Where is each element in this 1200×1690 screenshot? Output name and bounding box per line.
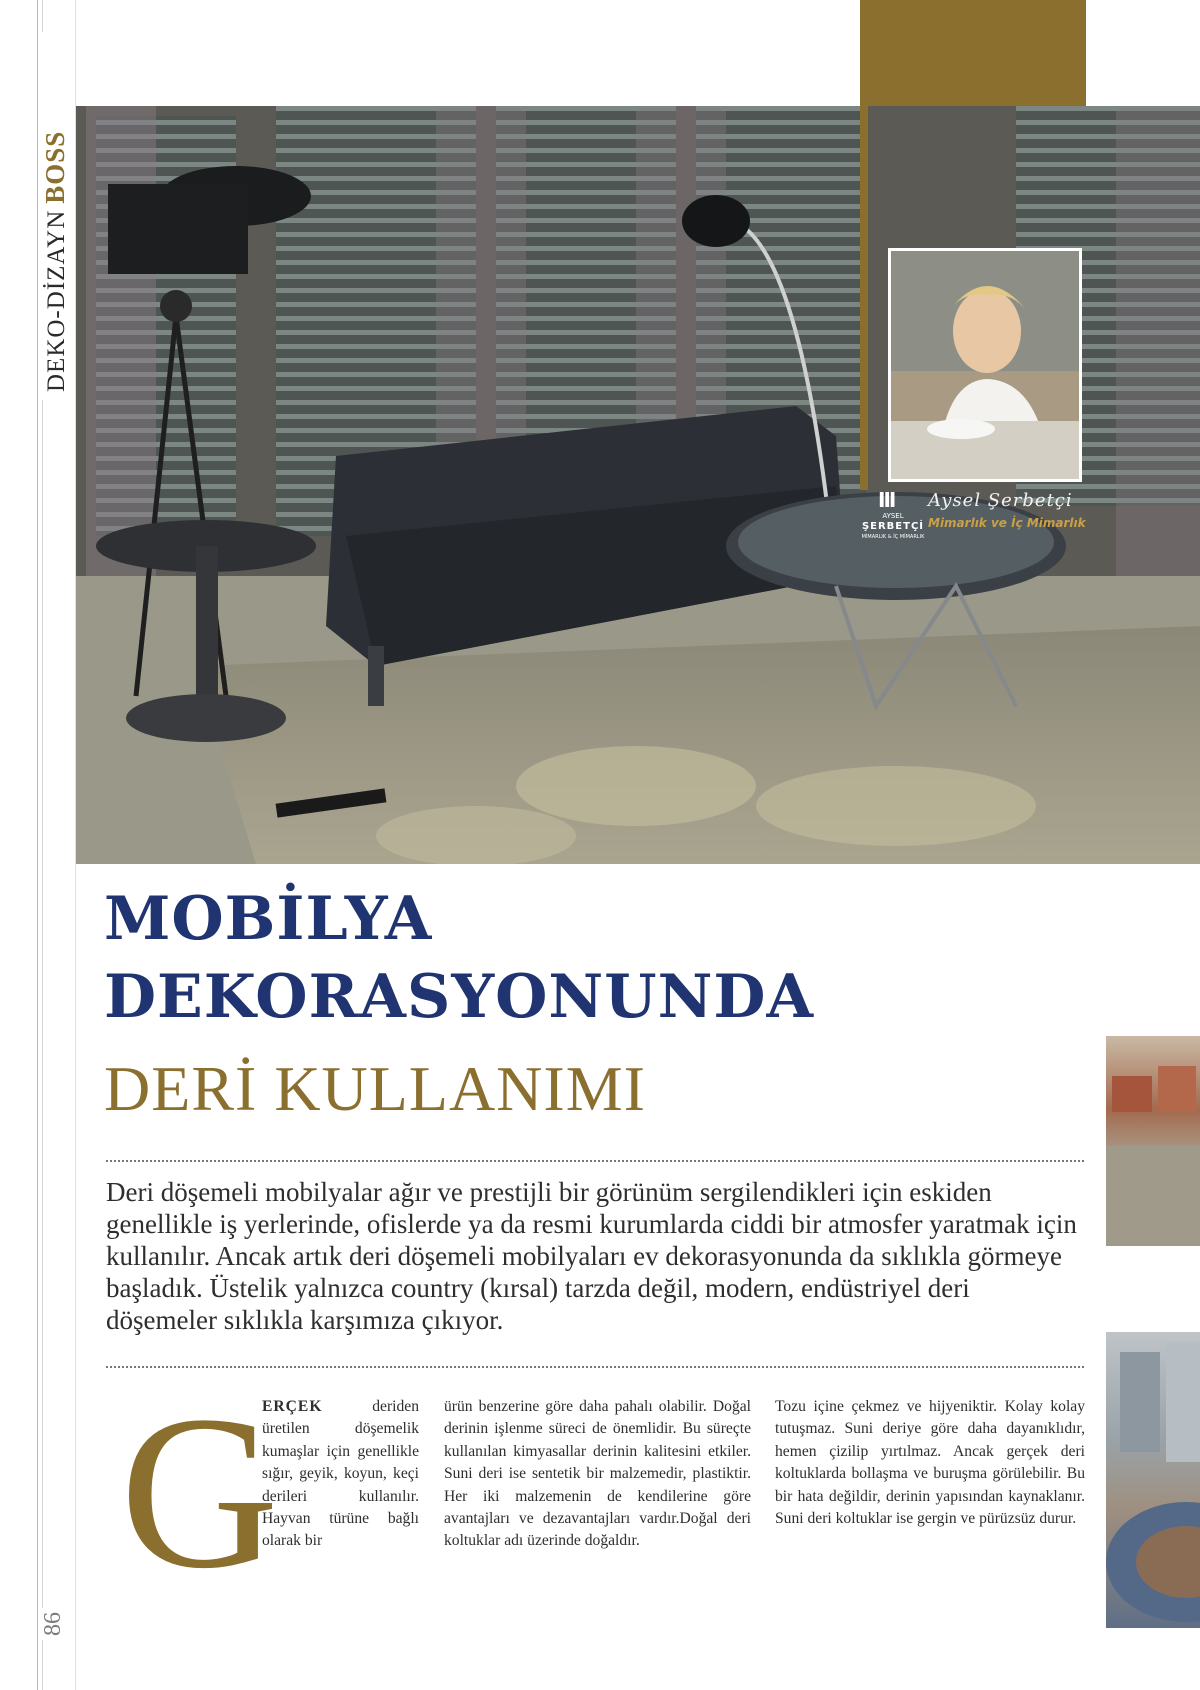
lead-word: ERÇEK [262, 1398, 323, 1415]
page-number: 86 [40, 1608, 67, 1640]
gold-band [860, 106, 868, 490]
margin-rule [37, 0, 38, 1690]
headline-line2: DEKORASYONUNDA [104, 962, 815, 1032]
body-column-3: Tozu içine çekmez ve hijyeniktir. Kolay kolay tutuşmaz. Suni deriye göre daha dayanıklıdır, hemen çizilip yırtılmaz. Ancak gerçek deri koltuklarda bollaşma ve buruşma görülebilir. Bu bir hata değildir, derinin yapısından kaynaklanır. Suni deri koltuklar ise gergin ve pürüzsüz durur. [775, 1398, 1085, 1528]
drop-cap: G [120, 1370, 279, 1614]
gold-band [860, 0, 1086, 106]
headline-subtitle: DERİ KULLANIMI [104, 1053, 646, 1124]
section-label [40, 32, 70, 400]
section-name: DEKO-DİZAYN [43, 209, 70, 392]
architect-credit [856, 488, 1096, 542]
body-column-2: ürün benzerine göre daha pahalı olabilir. Doğal derinin işlenme süreci de önemlidir. Bu süreçte kullanılan kimyasallar derinin kalitesini etkiler. Suni deri ise sentetik bir malzemedir, plastiktir. Her iki malzemenin de kendilerine göre avantajları ve dezavantajları vardır.Doğal deri koltuklar adı üzerinde doğaldır. [444, 1398, 751, 1550]
side-photo [1106, 1332, 1200, 1628]
intro-paragraph: Deri döşemeli mobilyalar ağır ve prestijli bir görünüm sergilendikleri için eskiden genellikle iş yerlerinde, ofislerde ya da resmi kurumlarda ciddi bir atmosfer yaratmak için kullanılır. Ancak artık deri döşemeli mobilyaları ev dekorasyonunda da sıklıkla görmeye başladık. Üstelik yalnızca country (kırsal) tarzda değil, modern, endüstriyel deri döşemeler sıklıkla karşımıza çıkıyor. [106, 1177, 1077, 1335]
dotted-divider [106, 1366, 1084, 1368]
architect-name: Aysel Şerbetçi [928, 490, 1073, 511]
architect-portrait [888, 248, 1082, 482]
hero-photo [76, 106, 1200, 864]
magazine-brand: BOSS [40, 130, 70, 204]
column-text: deriden üretilen döşemelik kumaşlar için genellikle sığır, geyik, koyun, keçi derileri kullanılır. Hayvan türüne bağlı olarak bir [262, 1398, 419, 1550]
living-room-illustration [76, 106, 1200, 864]
architect-role: Mimarlık ve İç Mimarlık [928, 516, 1086, 530]
side-photo [1106, 1036, 1200, 1246]
body-column-1 [262, 1396, 419, 1553]
headline-line1: MOBİLYA [104, 884, 433, 954]
dotted-divider [106, 1160, 1084, 1162]
architect-logo: III AYSEL ŞERBETÇİ MİMARLIK & İÇ MİMARLIK [861, 488, 925, 540]
